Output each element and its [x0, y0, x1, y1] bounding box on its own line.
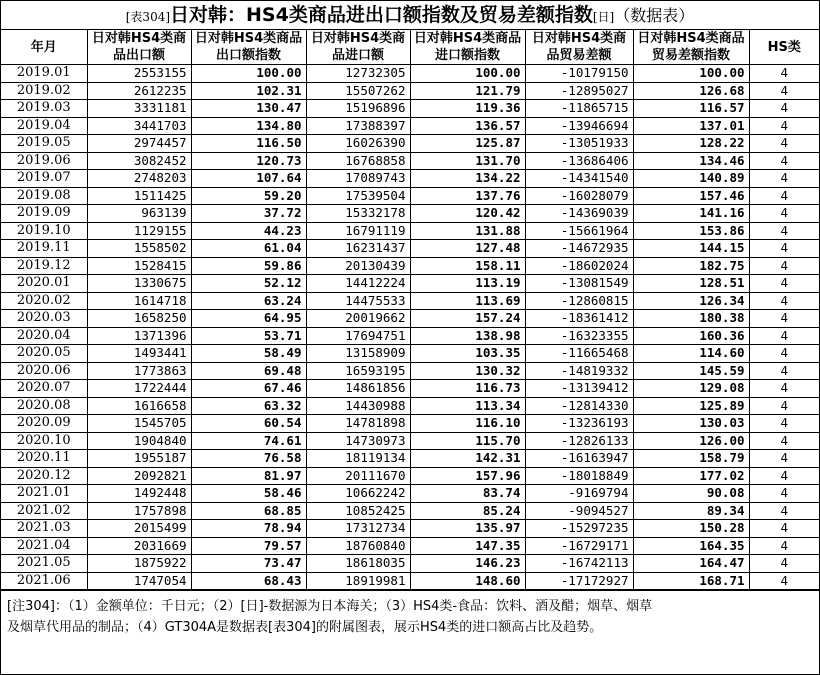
table-title: [1, 1, 819, 30]
cell-trade-balance-index: 144.15: [633, 240, 749, 258]
table-row: [1, 310, 819, 328]
cell-export-amount: 2031669: [87, 537, 191, 555]
table-row: [1, 100, 819, 118]
cell-hs-class: 4: [749, 397, 819, 415]
cell-month: 2020.07: [1, 380, 87, 398]
cell-import-amount: 14430988: [306, 397, 410, 415]
cell-month: 2020.06: [1, 362, 87, 380]
cell-import-index: 113.69: [410, 292, 525, 310]
cell-import-index: 157.24: [410, 310, 525, 328]
cell-import-amount: 10852425: [306, 502, 410, 520]
cell-import-index: 115.70: [410, 432, 525, 450]
cell-hs-class: 4: [749, 380, 819, 398]
cell-import-index: 120.42: [410, 205, 525, 223]
cell-hs-class: 4: [749, 467, 819, 485]
cell-month: 2020.08: [1, 397, 87, 415]
cell-import-index: 119.36: [410, 100, 525, 118]
cell-export-amount: 1558502: [87, 240, 191, 258]
cell-export-index: 130.47: [191, 100, 306, 118]
cell-hs-class: 4: [749, 82, 819, 100]
cell-trade-balance: -16742113: [525, 555, 633, 573]
table-row: [1, 82, 819, 100]
cell-export-index: 59.20: [191, 187, 306, 205]
cell-import-index: 116.73: [410, 380, 525, 398]
cell-trade-balance-index: 129.08: [633, 380, 749, 398]
data-table: [1, 30, 819, 590]
cell-hs-class: 4: [749, 345, 819, 363]
cell-trade-balance: -12826133: [525, 432, 633, 450]
table-row: [1, 205, 819, 223]
table-row: [1, 397, 819, 415]
cell-export-amount: 1129155: [87, 222, 191, 240]
cell-import-index: 127.48: [410, 240, 525, 258]
cell-hs-class: 4: [749, 117, 819, 135]
cell-import-index: 142.31: [410, 450, 525, 468]
cell-import-amount: 15196896: [306, 100, 410, 118]
cell-export-amount: 1904840: [87, 432, 191, 450]
cell-export-amount: 3082452: [87, 152, 191, 170]
table-row: [1, 362, 819, 380]
cell-trade-balance-index: 126.68: [633, 82, 749, 100]
cell-export-index: 78.94: [191, 520, 306, 538]
cell-export-index: 107.64: [191, 170, 306, 188]
cell-import-index: 138.98: [410, 327, 525, 345]
table-row: [1, 222, 819, 240]
cell-export-index: 81.97: [191, 467, 306, 485]
cell-month: 2021.06: [1, 572, 87, 590]
cell-trade-balance: -15661964: [525, 222, 633, 240]
cell-trade-balance-index: 153.86: [633, 222, 749, 240]
cell-import-amount: 14861856: [306, 380, 410, 398]
cell-import-amount: 17388397: [306, 117, 410, 135]
cell-import-amount: 14475533: [306, 292, 410, 310]
cell-trade-balance: -15297235: [525, 520, 633, 538]
cell-export-index: 74.61: [191, 432, 306, 450]
table-row: [1, 572, 819, 590]
cell-trade-balance: -9169794: [525, 485, 633, 503]
cell-export-amount: 1493441: [87, 345, 191, 363]
cell-trade-balance-index: 134.46: [633, 152, 749, 170]
cell-hs-class: 4: [749, 187, 819, 205]
note-line-1: [注304]：（1）金额单位：千日元；（2）[日]-数据源为日本海关；（3）HS4类-食品：饮料、酒及醋；烟草、烟草: [7, 599, 653, 614]
cell-trade-balance-index: 164.35: [633, 537, 749, 555]
cell-month: 2019.01: [1, 65, 87, 83]
cell-trade-balance: -14672935: [525, 240, 633, 258]
cell-export-index: 102.31: [191, 82, 306, 100]
cell-hs-class: 4: [749, 170, 819, 188]
cell-trade-balance-index: 180.38: [633, 310, 749, 328]
cell-hs-class: 4: [749, 485, 819, 503]
table-row: [1, 345, 819, 363]
cell-export-index: 63.32: [191, 397, 306, 415]
cell-hs-class: 4: [749, 310, 819, 328]
header-export-amount: 日对韩HS4类商品出口额: [87, 30, 191, 65]
table-row: [1, 275, 819, 293]
cell-trade-balance: -16729171: [525, 537, 633, 555]
cell-trade-balance: -16163947: [525, 450, 633, 468]
cell-import-index: 113.34: [410, 397, 525, 415]
cell-export-amount: 963139: [87, 205, 191, 223]
table-subtitle: （数据表）: [614, 6, 695, 25]
cell-import-amount: 15507262: [306, 82, 410, 100]
cell-hs-class: 4: [749, 100, 819, 118]
cell-trade-balance-index: 164.47: [633, 555, 749, 573]
cell-export-amount: 2092821: [87, 467, 191, 485]
cell-export-index: 59.86: [191, 257, 306, 275]
header-export-index: 日对韩HS4类商品出口额指数: [191, 30, 306, 65]
cell-export-index: 100.00: [191, 65, 306, 83]
table-row: [1, 555, 819, 573]
cell-hs-class: 4: [749, 415, 819, 433]
cell-trade-balance: -14341540: [525, 170, 633, 188]
cell-hs-class: 4: [749, 555, 819, 573]
cell-month: 2020.03: [1, 310, 87, 328]
cell-import-index: 137.76: [410, 187, 525, 205]
cell-month: 2020.12: [1, 467, 87, 485]
table-body: [1, 65, 819, 590]
cell-trade-balance: -18361412: [525, 310, 633, 328]
cell-import-amount: 20130439: [306, 257, 410, 275]
header-trade-balance: 日对韩HS4类商品贸易差额: [525, 30, 633, 65]
cell-hs-class: 4: [749, 327, 819, 345]
header-import-index: 日对韩HS4类商品进口额指数: [410, 30, 525, 65]
cell-export-index: 61.04: [191, 240, 306, 258]
header-trade-balance-index: 日对韩HS4类商品贸易差额指数: [633, 30, 749, 65]
cell-hs-class: 4: [749, 362, 819, 380]
cell-trade-balance: -13946694: [525, 117, 633, 135]
cell-trade-balance: -13236193: [525, 415, 633, 433]
cell-trade-balance-index: 150.28: [633, 520, 749, 538]
cell-trade-balance-index: 141.16: [633, 205, 749, 223]
cell-trade-balance: -18602024: [525, 257, 633, 275]
cell-hs-class: 4: [749, 432, 819, 450]
cell-trade-balance: -13051933: [525, 135, 633, 153]
cell-trade-balance-index: 114.60: [633, 345, 749, 363]
cell-import-amount: 16768858: [306, 152, 410, 170]
cell-trade-balance: -12895027: [525, 82, 633, 100]
cell-trade-balance-index: 137.01: [633, 117, 749, 135]
cell-month: 2019.09: [1, 205, 87, 223]
cell-trade-balance-index: 125.89: [633, 397, 749, 415]
cell-month: 2019.04: [1, 117, 87, 135]
cell-export-index: 58.46: [191, 485, 306, 503]
table-row: [1, 485, 819, 503]
table-row: [1, 432, 819, 450]
cell-import-index: 135.97: [410, 520, 525, 538]
cell-export-amount: 1371396: [87, 327, 191, 345]
cell-export-amount: 2015499: [87, 520, 191, 538]
cell-import-amount: 12732305: [306, 65, 410, 83]
cell-import-index: 134.22: [410, 170, 525, 188]
cell-export-amount: 1722444: [87, 380, 191, 398]
cell-hs-class: 4: [749, 537, 819, 555]
cell-month: 2019.06: [1, 152, 87, 170]
cell-import-index: 130.32: [410, 362, 525, 380]
source-tag: [日]: [592, 10, 615, 24]
cell-trade-balance: -13081549: [525, 275, 633, 293]
table-row: [1, 502, 819, 520]
cell-month: 2019.05: [1, 135, 87, 153]
cell-import-amount: 10662242: [306, 485, 410, 503]
table-tag: [表304]: [125, 10, 171, 24]
cell-month: 2021.01: [1, 485, 87, 503]
cell-trade-balance-index: 128.51: [633, 275, 749, 293]
cell-import-amount: 18618035: [306, 555, 410, 573]
cell-export-index: 69.48: [191, 362, 306, 380]
cell-export-amount: 2974457: [87, 135, 191, 153]
cell-export-index: 60.54: [191, 415, 306, 433]
cell-export-amount: 1528415: [87, 257, 191, 275]
cell-hs-class: 4: [749, 292, 819, 310]
table-row: [1, 257, 819, 275]
cell-month: 2020.11: [1, 450, 87, 468]
cell-trade-balance: -11865715: [525, 100, 633, 118]
cell-export-index: 64.95: [191, 310, 306, 328]
cell-month: 2021.04: [1, 537, 87, 555]
cell-export-amount: 2748203: [87, 170, 191, 188]
cell-export-amount: 3441703: [87, 117, 191, 135]
cell-trade-balance: -10179150: [525, 65, 633, 83]
table-row: [1, 327, 819, 345]
cell-import-index: 100.00: [410, 65, 525, 83]
header-hs-class: HS类: [749, 30, 819, 65]
cell-trade-balance: -9094527: [525, 502, 633, 520]
note-line-2: 及烟草代用品的制品；（4）GT304A是数据表[表304]的附属图表，展示HS4类的进口额高占比及趋势。: [7, 620, 603, 635]
table-main-title: 日对韩：HS4类商品进出口额指数及贸易差额指数: [170, 4, 593, 26]
cell-export-amount: 1330675: [87, 275, 191, 293]
cell-hs-class: 4: [749, 257, 819, 275]
table-row: [1, 135, 819, 153]
cell-hs-class: 4: [749, 502, 819, 520]
cell-trade-balance: -17172927: [525, 572, 633, 590]
cell-trade-balance-index: 160.36: [633, 327, 749, 345]
cell-trade-balance-index: 145.59: [633, 362, 749, 380]
cell-trade-balance: -11665468: [525, 345, 633, 363]
cell-export-amount: 1616658: [87, 397, 191, 415]
cell-export-amount: 2612235: [87, 82, 191, 100]
cell-trade-balance: -16028079: [525, 187, 633, 205]
cell-import-amount: 14781898: [306, 415, 410, 433]
table-row: [1, 240, 819, 258]
cell-trade-balance-index: 126.34: [633, 292, 749, 310]
table-row: [1, 170, 819, 188]
cell-month: 2019.03: [1, 100, 87, 118]
cell-import-index: 148.60: [410, 572, 525, 590]
cell-trade-balance: -16323355: [525, 327, 633, 345]
cell-month: 2021.03: [1, 520, 87, 538]
cell-export-amount: 1747054: [87, 572, 191, 590]
cell-hs-class: 4: [749, 450, 819, 468]
table-row: [1, 292, 819, 310]
cell-trade-balance-index: 100.00: [633, 65, 749, 83]
cell-trade-balance-index: 168.71: [633, 572, 749, 590]
cell-export-amount: 1492448: [87, 485, 191, 503]
cell-month: 2020.10: [1, 432, 87, 450]
cell-import-index: 125.87: [410, 135, 525, 153]
cell-import-amount: 18919981: [306, 572, 410, 590]
cell-month: 2020.05: [1, 345, 87, 363]
cell-trade-balance: -13686406: [525, 152, 633, 170]
cell-month: 2019.10: [1, 222, 87, 240]
table-row: [1, 537, 819, 555]
cell-import-amount: 14412224: [306, 275, 410, 293]
cell-export-amount: 1545705: [87, 415, 191, 433]
cell-trade-balance-index: 157.46: [633, 187, 749, 205]
cell-export-index: 134.80: [191, 117, 306, 135]
cell-import-amount: 14730973: [306, 432, 410, 450]
cell-trade-balance-index: 158.79: [633, 450, 749, 468]
cell-import-amount: 16026390: [306, 135, 410, 153]
cell-export-index: 68.85: [191, 502, 306, 520]
cell-import-index: 136.57: [410, 117, 525, 135]
cell-import-index: 113.19: [410, 275, 525, 293]
cell-import-index: 147.35: [410, 537, 525, 555]
cell-export-index: 37.72: [191, 205, 306, 223]
cell-month: 2019.08: [1, 187, 87, 205]
cell-trade-balance-index: 128.22: [633, 135, 749, 153]
cell-month: 2019.07: [1, 170, 87, 188]
table-row: [1, 450, 819, 468]
cell-export-amount: 1955187: [87, 450, 191, 468]
cell-import-index: 121.79: [410, 82, 525, 100]
cell-hs-class: 4: [749, 152, 819, 170]
cell-hs-class: 4: [749, 222, 819, 240]
table-header-row: [1, 30, 819, 65]
cell-export-index: 116.50: [191, 135, 306, 153]
table-row: [1, 380, 819, 398]
cell-trade-balance-index: 182.75: [633, 257, 749, 275]
cell-export-index: 79.57: [191, 537, 306, 555]
cell-trade-balance-index: 130.03: [633, 415, 749, 433]
cell-export-amount: 1757898: [87, 502, 191, 520]
table-row: [1, 117, 819, 135]
cell-export-index: 58.49: [191, 345, 306, 363]
cell-import-amount: 18119134: [306, 450, 410, 468]
table-row: [1, 152, 819, 170]
cell-import-amount: 15332178: [306, 205, 410, 223]
cell-export-index: 67.46: [191, 380, 306, 398]
cell-hs-class: 4: [749, 520, 819, 538]
cell-export-amount: 2553155: [87, 65, 191, 83]
cell-trade-balance-index: 90.08: [633, 485, 749, 503]
cell-month: 2020.09: [1, 415, 87, 433]
cell-import-amount: 17694751: [306, 327, 410, 345]
cell-import-index: 131.88: [410, 222, 525, 240]
cell-import-amount: 17539504: [306, 187, 410, 205]
cell-import-amount: 20019662: [306, 310, 410, 328]
cell-export-amount: 3331181: [87, 100, 191, 118]
cell-month: 2020.04: [1, 327, 87, 345]
cell-month: 2019.11: [1, 240, 87, 258]
cell-export-amount: 1773863: [87, 362, 191, 380]
cell-import-index: 157.96: [410, 467, 525, 485]
cell-export-index: 52.12: [191, 275, 306, 293]
cell-trade-balance-index: 126.00: [633, 432, 749, 450]
cell-export-amount: 1658250: [87, 310, 191, 328]
cell-trade-balance: -12860815: [525, 292, 633, 310]
cell-month: 2019.02: [1, 82, 87, 100]
cell-export-index: 63.24: [191, 292, 306, 310]
cell-import-amount: 16593195: [306, 362, 410, 380]
cell-import-amount: 16791119: [306, 222, 410, 240]
table-row: [1, 467, 819, 485]
cell-month: 2021.02: [1, 502, 87, 520]
cell-import-index: 83.74: [410, 485, 525, 503]
cell-trade-balance-index: 116.57: [633, 100, 749, 118]
cell-month: 2020.02: [1, 292, 87, 310]
cell-export-index: 53.71: [191, 327, 306, 345]
cell-import-index: 146.23: [410, 555, 525, 573]
cell-import-amount: 13158909: [306, 345, 410, 363]
cell-hs-class: 4: [749, 135, 819, 153]
cell-import-index: 116.10: [410, 415, 525, 433]
cell-import-amount: 16231437: [306, 240, 410, 258]
table-row: [1, 65, 819, 83]
cell-trade-balance: -13139412: [525, 380, 633, 398]
cell-export-index: 76.58: [191, 450, 306, 468]
cell-import-index: 131.70: [410, 152, 525, 170]
cell-export-index: 68.43: [191, 572, 306, 590]
cell-hs-class: 4: [749, 275, 819, 293]
cell-month: 2021.05: [1, 555, 87, 573]
table-row: [1, 520, 819, 538]
cell-export-amount: 1614718: [87, 292, 191, 310]
cell-hs-class: 4: [749, 240, 819, 258]
cell-import-index: 103.35: [410, 345, 525, 363]
cell-trade-balance-index: 140.89: [633, 170, 749, 188]
table-notes: [1, 590, 819, 643]
cell-import-amount: 18760840: [306, 537, 410, 555]
cell-month: 2019.12: [1, 257, 87, 275]
cell-export-index: 120.73: [191, 152, 306, 170]
cell-trade-balance: -12814330: [525, 397, 633, 415]
cell-trade-balance: -14819332: [525, 362, 633, 380]
cell-export-index: 44.23: [191, 222, 306, 240]
cell-export-amount: 1511425: [87, 187, 191, 205]
cell-export-amount: 1875922: [87, 555, 191, 573]
cell-trade-balance: -18018849: [525, 467, 633, 485]
cell-export-index: 73.47: [191, 555, 306, 573]
cell-import-index: 85.24: [410, 502, 525, 520]
cell-import-amount: 17089743: [306, 170, 410, 188]
cell-import-amount: 17312734: [306, 520, 410, 538]
cell-month: 2020.01: [1, 275, 87, 293]
cell-import-index: 158.11: [410, 257, 525, 275]
table-row: [1, 415, 819, 433]
cell-hs-class: 4: [749, 205, 819, 223]
cell-hs-class: 4: [749, 572, 819, 590]
table-row: [1, 187, 819, 205]
cell-trade-balance-index: 177.02: [633, 467, 749, 485]
header-import-amount: 日对韩HS4类商品进口额: [306, 30, 410, 65]
cell-import-amount: 20111670: [306, 467, 410, 485]
cell-trade-balance: -14369039: [525, 205, 633, 223]
cell-trade-balance-index: 89.34: [633, 502, 749, 520]
header-month: 年月: [1, 30, 87, 65]
cell-hs-class: 4: [749, 65, 819, 83]
